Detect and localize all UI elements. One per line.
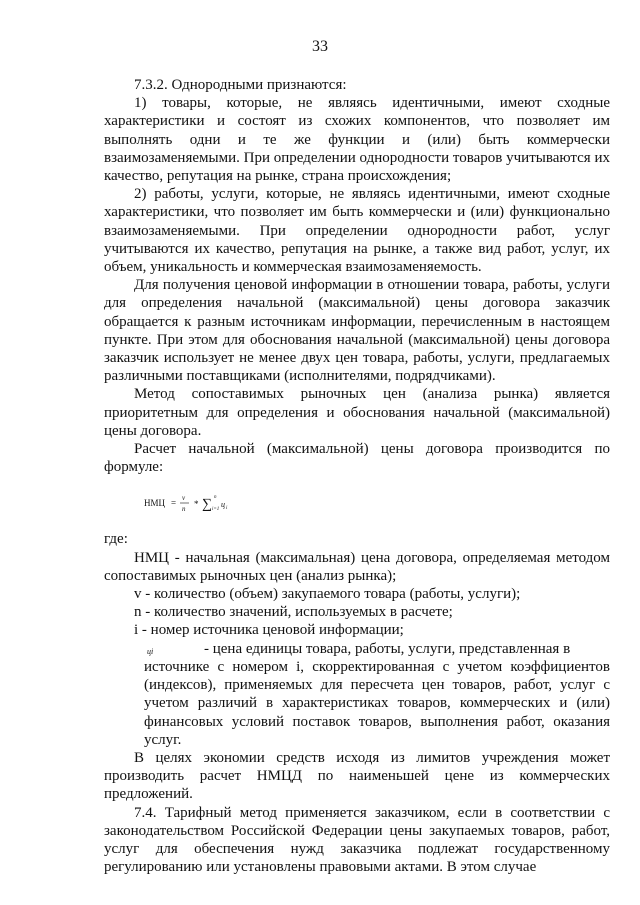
def-nmc: НМЦ - начальная (максимальная) цена договора, определяемая методом сопоставимых рыночных цен (анализ рынка); bbox=[104, 549, 610, 584]
formula-term: ц bbox=[221, 500, 225, 510]
paragraph-works-services: 2) работы, услуги, которые, не являясь идентичными, имеют сходные характеристики, что позволяет им быть коммерчески и (или) функционально взаимозаменяемыми. При определении однородности работ, услуг учитываются их качество, репутация на рынке, а также вид работ, услуг, их объем, уникальность и коммерческая взаимозаменяемость. bbox=[104, 186, 610, 276]
formula-equals: = bbox=[171, 498, 177, 509]
def-v: v - количество (объем) закупаемого товара (работы, услуги); bbox=[134, 586, 521, 603]
paragraph-goods: 1) товары, которые, не являясь идентичными, имеют сходные характеристики и состоят из схожих компонентов, что позволяет им выполнять одни и те же функции и (или) быть коммерчески взаимозаменяемыми. При определении однородности товаров учитываются их качество, репутация на рынке, страна происхождения; bbox=[104, 95, 610, 185]
def-ci bbox=[104, 640, 610, 749]
formula-numerator: v bbox=[182, 494, 186, 503]
sum-upper: n bbox=[214, 495, 217, 501]
sum-lower: i=1 bbox=[212, 507, 220, 513]
paragraph-method-priority: Метод сопоставимых рыночных цен (анализа рынка) является приоритетным для определения и обоснования начальной (максимальной) цены договора. bbox=[104, 386, 610, 439]
paragraph-7-3-2-heading: 7.3.2. Однородными признаются: bbox=[134, 77, 347, 93]
formula-denominator: n bbox=[182, 505, 186, 514]
page-number: 33 bbox=[312, 38, 328, 55]
def-ci-rest: источнике с номером i, скорректированная с учетом коэффициентов (индексов), применяемых для пересчета цен товаров, работ, услуг с учетом различий в характеристиках товаров, коммерческих и (или) финансовых условий поставок товаров, выполнения работ, оказания услуг. bbox=[144, 658, 610, 748]
nmc-formula bbox=[104, 476, 610, 530]
document-body bbox=[104, 76, 610, 876]
def-ci-line1: - цена единицы товара, работы, услуги, представленная в bbox=[204, 640, 571, 657]
def-i: i - номер источника ценовой информации; bbox=[134, 622, 404, 639]
def-n: n - количество значений, используемых в расчете; bbox=[134, 604, 453, 621]
where-label: где: bbox=[104, 531, 128, 548]
paragraph-7-4-tariff: 7.4. Тарифный метод применяется заказчиком, если в соответствии с законодательством Российской Федерации цены закупаемых товаров, работ, услуг для обеспечения нужд заказчика подлежат государственному регулированию или установлены правовыми актами. В этом случае bbox=[104, 804, 610, 876]
ci-symbol: цi bbox=[147, 646, 154, 656]
paragraph-price-info: Для получения ценовой информации в отношении товара, работы, услуги для определения начальной (максимальной) цены договора заказчик обращается к разным источникам информации, перечисленным в настоящем пункте. При этом для обоснования начальной (максимальной) цены договора заказчик использует не менее двух цен товара, работы, услуги, предлагаемых различными поставщиками (исполнителями, подрядчиками). bbox=[104, 277, 610, 385]
formula-times: * bbox=[194, 499, 199, 510]
paragraph-economy: В целях экономии средств исходя из лимитов учреждения может производить расчет НМЦД по наименьшей цене из коммерческих предложений. bbox=[104, 749, 610, 803]
formula-lhs: НМЦ bbox=[144, 498, 166, 509]
formula-graphic bbox=[144, 486, 264, 520]
paragraph-formula-intro: Расчет начальной (максимальной) цены договора производится по формуле: bbox=[104, 441, 610, 476]
formula-term-sub: i bbox=[226, 506, 228, 512]
sum-sign: ∑ bbox=[202, 497, 212, 513]
